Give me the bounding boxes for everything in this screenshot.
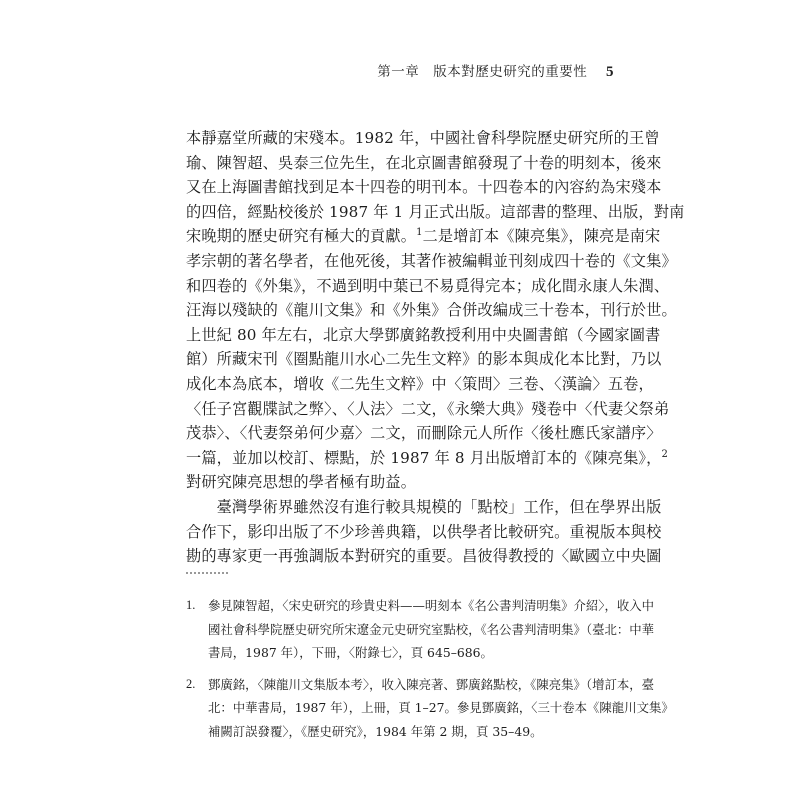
body-line: 和四卷的《外集》，不過到明中葉已不易覓得完本；成化間永康人朱潤、 xyxy=(186,276,670,295)
body-line: 成化本為底本，增收《二先生文粹》中〈策問〉三卷、〈漢論〉五卷， xyxy=(186,374,654,393)
body-line: 孝宗朝的著名學者，在他死後，其著作被編輯並刊刻成四十卷的《文集》 xyxy=(186,251,677,270)
body-line: 勘的專家更一再強調版本對研究的重要。昌彼得教授的〈歐國立中央圖 xyxy=(186,547,662,566)
footnote-number: 1. xyxy=(186,598,196,612)
body-line: 〈任子宮觀牒試之弊〉、〈人法〉二文，《永樂大典》殘卷中〈代妻父祭弟 xyxy=(186,399,670,418)
footnote-2 xyxy=(186,673,674,744)
body-line: 上世紀 80 年左右，北京大學鄧廣銘教授利用中央圖書館（今國家圖書 xyxy=(186,325,661,344)
page-number: 5 xyxy=(606,64,614,80)
footnote-text: 鄧廣銘，〈陳龍川文集版本考〉，收入陳亮著、鄧廣銘點校，《陳亮集》（增訂本，臺 xyxy=(208,676,655,692)
body-line: 的四倍，經點校後於 1987 年 1 月正式出版。這部書的整理、出版，對南 xyxy=(186,202,685,221)
chapter-title: 第一章 版本對歷史研究的重要性 xyxy=(377,64,588,80)
footnote-ref-1: 1 xyxy=(416,227,423,239)
body-line-with-note-ref xyxy=(186,224,661,249)
body-line: 臺灣學術界雖然沒有進行較具規模的「點校」工作，但在學界出版 xyxy=(186,497,662,516)
body-line-tail: 二是增訂本《陳亮集》，陳亮是南宋 xyxy=(422,227,661,246)
body-line: 汪海以殘缺的《龍川文集》和《外集》合併改編成三十卷本，刊行於世。 xyxy=(186,301,677,320)
footnote-ref-2: 2 xyxy=(661,448,669,460)
body-line: 瑜、陳智超、吳泰三位先生，在北京圖書館發現了十卷的明刻本，後來 xyxy=(186,153,662,172)
body-line-with-note-ref xyxy=(186,446,669,471)
body-line: 茂恭〉、〈代妻祭弟何少嘉〉二文，而刪除元人所作〈後杜應氏家譜序〉 xyxy=(186,424,662,443)
footnote-text: 參見陳智超，〈宋史研究的珍貴史料——明刻本《名公書判清明集》介紹〉，收入中 xyxy=(208,598,655,613)
body-line-text: 一篇，並加以校訂、標點，於 1987 年 8 月出版增訂本的《陳亮集》， xyxy=(186,448,662,467)
footnote-text: 書局，1987 年），下冊，〈附錄七〉，頁 645–686。 xyxy=(208,645,493,660)
running-header xyxy=(377,60,614,81)
footnote-text: 補闕訂誤發覆〉，《歷史研究》，1984 年第 2 期，頁 35–49。 xyxy=(208,723,543,739)
body-line: 又在上海圖書館找到足本十四卷的明刊本。十四卷本的內容約為宋殘本 xyxy=(186,178,662,197)
footnote-number: 2. xyxy=(186,676,196,691)
body-line: 館）所藏宋刊《圈點龍川水心二先生文粹》的影本與成化本比對，乃以 xyxy=(186,350,662,369)
body-line-text: 宋晚期的歷史研究有極大的貢獻。 xyxy=(186,227,417,246)
footnote-divider xyxy=(186,572,228,574)
footnote-text: 國社會科學院歷史研究所宋遼金元史研究室點校，《名公書判清明集》（臺北：中華 xyxy=(208,621,655,637)
body-text xyxy=(186,126,685,569)
footnote-1 xyxy=(186,594,655,665)
footnotes xyxy=(186,594,674,743)
body-line: 本靜嘉堂所藏的宋殘本。1982 年，中國社會科學院歷史研究所的王曾 xyxy=(186,129,660,147)
body-line: 合作下，影印出版了不少珍善典籍，以供學者比較研究。重視版本與校 xyxy=(186,522,662,541)
body-line: 對研究陳亮思想的學者極有助益。 xyxy=(186,473,417,492)
footnote-text: 北：中華書局，1987 年），上冊，頁 1–27。參見鄧廣銘，〈三十卷本《陳龍川文集》 xyxy=(208,700,674,715)
